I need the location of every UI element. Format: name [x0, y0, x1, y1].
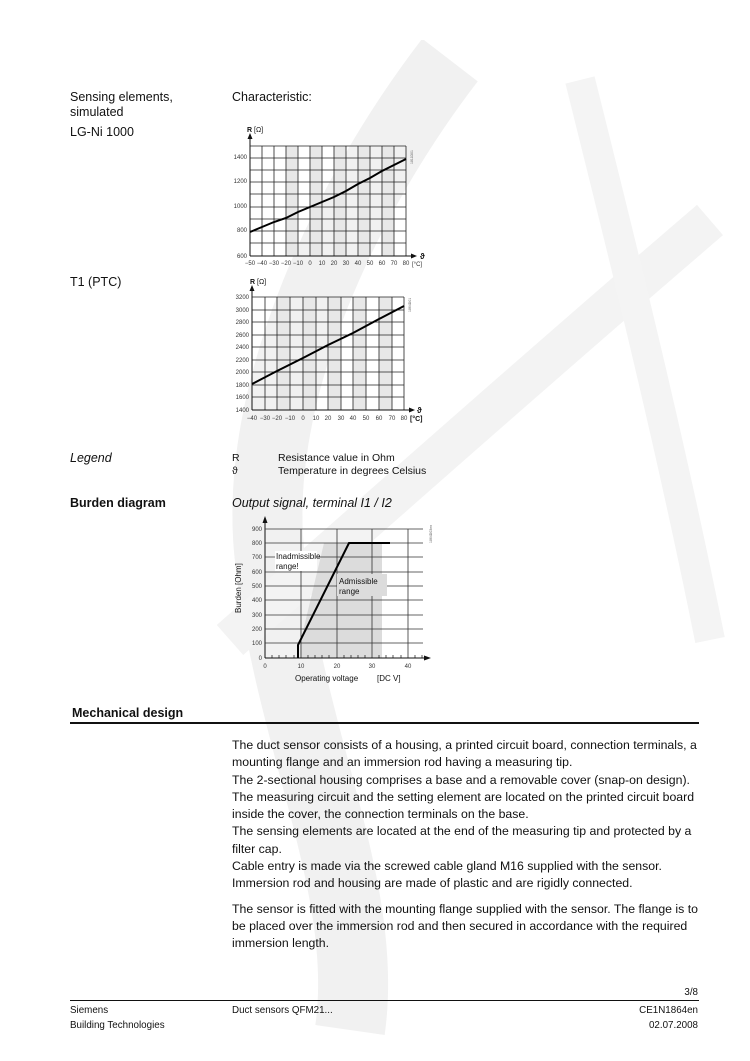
- svg-text:Inadmissible: Inadmissible: [276, 552, 321, 561]
- svg-text:60: 60: [375, 416, 383, 422]
- svg-text:500: 500: [251, 584, 262, 590]
- paragraph-immersion-rod: Immersion rod and housing are made of plastic and are rigidly connected.: [232, 876, 633, 891]
- svg-text:10: 10: [297, 664, 305, 670]
- legend-text: Temperature in degrees Celsius: [278, 465, 427, 477]
- footer-doc-id: CE1N1864en: [639, 1005, 698, 1016]
- paragraph-mounting-flange: The sensor is fitted with the mounting flange supplied with the sensor. The flange is to be placed over the immersion rod and then secured in accordance with the required immersion length.: [232, 901, 698, 951]
- svg-text:2200: 2200: [235, 358, 249, 364]
- svg-text:−30: −30: [259, 416, 271, 422]
- footer-divider: [70, 1000, 699, 1001]
- svg-text:Burden [Ohm]: Burden [Ohm]: [234, 563, 243, 613]
- svg-text:−10: −10: [292, 261, 304, 267]
- svg-text:50: 50: [362, 416, 370, 422]
- svg-text:range: range: [339, 587, 360, 596]
- svg-text:−20: −20: [280, 261, 292, 267]
- svg-text:2800: 2800: [235, 320, 249, 326]
- svg-text:30: 30: [368, 664, 376, 670]
- sensing-label-line2: simulated: [70, 105, 124, 119]
- svg-text:70: 70: [388, 416, 396, 422]
- svg-text:600: 600: [236, 254, 247, 260]
- svg-text:R: R: [247, 127, 253, 134]
- legend-symbol: R: [232, 452, 240, 464]
- svg-text:R: R: [250, 279, 256, 286]
- svg-text:40: 40: [354, 261, 362, 267]
- svg-text:1400: 1400: [235, 408, 249, 414]
- svg-text:600: 600: [251, 570, 262, 576]
- paragraph-sensing-elements: The sensing elements are located at the end of the measuring tip and protected by a filter cap.: [232, 824, 692, 856]
- svg-text:−40: −40: [246, 416, 258, 422]
- footer-date: 02.07.2008: [648, 1020, 698, 1031]
- svg-text:ϑ: ϑ: [420, 252, 425, 261]
- chart-t1-ptc: [225, 272, 435, 430]
- svg-text:70: 70: [390, 261, 398, 267]
- svg-text:20: 20: [330, 261, 338, 267]
- svg-text:0: 0: [263, 664, 267, 670]
- svg-text:20: 20: [324, 416, 332, 422]
- svg-text:[Ω]: [Ω]: [254, 127, 264, 134]
- svg-text:ϑ: ϑ: [417, 406, 422, 415]
- svg-text:80: 80: [402, 261, 410, 267]
- svg-text:400: 400: [251, 598, 262, 604]
- mechanical-description: [232, 737, 702, 953]
- svg-text:1864D03en: 1864D03en: [429, 524, 433, 543]
- legend-title: Legend: [70, 451, 112, 465]
- burden-diagram-subtitle: Output signal, terminal I1 / I2: [232, 496, 392, 510]
- svg-text:[°C]: [°C]: [412, 262, 423, 268]
- legend-list: [232, 452, 426, 478]
- svg-text:30: 30: [337, 416, 345, 422]
- svg-text:3200: 3200: [235, 295, 249, 301]
- svg-text:60: 60: [378, 261, 386, 267]
- paragraph-measuring-circuit: The measuring circuit and the setting element are located on the printed circuit board inside the cover, the connection terminals on the base.: [232, 789, 695, 822]
- characteristic-label: Characteristic:: [232, 90, 312, 104]
- svg-text:[DC V]: [DC V]: [377, 674, 401, 683]
- sensing-elements-label: [70, 90, 173, 120]
- svg-text:800: 800: [251, 541, 262, 547]
- svg-text:−40: −40: [256, 261, 268, 267]
- element-t1-ptc: T1 (PTC): [70, 275, 122, 289]
- svg-text:1600: 1600: [235, 395, 249, 401]
- legend-item-temperature: [232, 465, 426, 478]
- svg-text:range!: range!: [276, 562, 299, 571]
- section-divider: [70, 722, 699, 724]
- svg-text:1400: 1400: [233, 155, 247, 161]
- element-lg-ni-1000: LG-Ni 1000: [70, 125, 134, 139]
- paragraph-cable-entry: Cable entry is made via the screwed cable gland M16 supplied with the sensor.: [232, 859, 662, 874]
- svg-text:−30: −30: [268, 261, 280, 267]
- svg-text:1200: 1200: [233, 179, 247, 185]
- svg-text:20: 20: [333, 664, 341, 670]
- svg-text:50: 50: [366, 261, 374, 267]
- svg-text:0: 0: [301, 416, 305, 422]
- footer-doc-info: [639, 1003, 698, 1033]
- svg-text:1000: 1000: [233, 204, 247, 210]
- svg-text:Operating voltage: Operating voltage: [295, 674, 359, 683]
- svg-text:40: 40: [349, 416, 357, 422]
- svg-text:1811D01: 1811D01: [410, 150, 414, 164]
- svg-text:10: 10: [312, 416, 320, 422]
- svg-text:Admissible: Admissible: [339, 577, 378, 586]
- svg-text:40: 40: [404, 664, 412, 670]
- svg-text:1864D01: 1864D01: [408, 297, 412, 312]
- svg-text:−10: −10: [284, 416, 296, 422]
- svg-text:−20: −20: [271, 416, 283, 422]
- svg-text:1800: 1800: [235, 383, 249, 389]
- footer-company: [70, 1003, 165, 1033]
- svg-text:10: 10: [318, 261, 326, 267]
- svg-text:900: 900: [251, 527, 262, 533]
- svg-text:0: 0: [308, 261, 312, 267]
- svg-text:700: 700: [251, 555, 262, 561]
- sensing-label-line1: Sensing elements,: [70, 90, 173, 104]
- svg-text:80: 80: [400, 416, 408, 422]
- mechanical-design-title: Mechanical design: [72, 706, 184, 720]
- chart-burden: [225, 515, 440, 690]
- svg-text:300: 300: [251, 613, 262, 619]
- footer-company-line2: Building Technologies: [70, 1020, 165, 1031]
- svg-text:30: 30: [342, 261, 350, 267]
- chart-lg-ni-1000: [225, 122, 435, 272]
- svg-text:[°C]: [°C]: [410, 416, 423, 423]
- svg-text:200: 200: [251, 627, 262, 633]
- footer-product: Duct sensors QFM21...: [232, 1005, 333, 1016]
- burden-diagram-title: Burden diagram: [70, 496, 166, 510]
- paragraph-housing: The duct sensor consists of a housing, a printed circuit board, connection terminals, a mounting flange and an immersion rod having a measuring tip.: [232, 738, 697, 770]
- legend-symbol: ϑ: [232, 465, 238, 477]
- svg-text:3000: 3000: [235, 308, 249, 314]
- svg-text:[Ω]: [Ω]: [257, 279, 267, 286]
- svg-text:0: 0: [258, 656, 262, 662]
- paragraph-sectional-housing: The 2-sectional housing comprises a base and a removable cover (snap-on design).: [232, 772, 690, 787]
- svg-text:2400: 2400: [235, 345, 249, 351]
- svg-text:100: 100: [251, 641, 262, 647]
- legend-text: Resistance value in Ohm: [278, 452, 395, 464]
- page-number: 3/8: [684, 987, 698, 998]
- footer-company-line1: Siemens: [70, 1005, 109, 1016]
- svg-text:2600: 2600: [235, 333, 249, 339]
- svg-text:800: 800: [236, 228, 247, 234]
- legend-item-resistance: [232, 452, 426, 465]
- svg-text:2000: 2000: [235, 370, 249, 376]
- svg-text:−50: −50: [244, 261, 256, 267]
